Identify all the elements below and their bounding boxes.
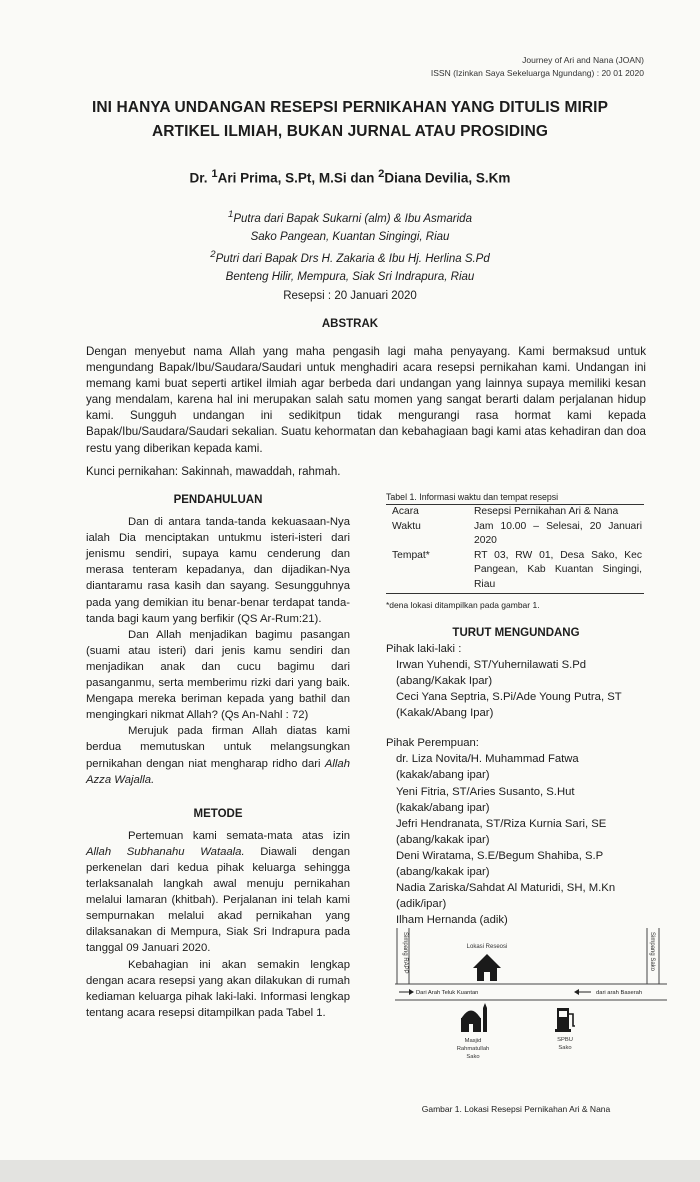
list-item: Ceci Yana Septria, S.Pi/Ade Young Putra, ST: [396, 691, 622, 704]
title-line: INI HANYA UNDANGAN RESEPSI PERNIKAHAN YANG DITULIS MIRIP: [91, 99, 609, 116]
house-icon: [473, 954, 501, 981]
table-row: Tempat* RT 03, RW 01, Desa Sako, Kec Pangean, Kab Kuantan Singingi, Riau: [392, 549, 642, 590]
abstract-title: ABSTRAK: [321, 318, 379, 330]
list-item: Nadia Zariska/Sahdat Al Maturidi, SH, M.Kn: [396, 882, 616, 895]
journal-header: [431, 54, 644, 80]
affiliations: [60, 206, 640, 286]
list-item: (abang/Kakak Ipar): [396, 674, 493, 687]
affiliation-line: $^2$Putri dari Bapak Drs H. Zakaria & Ibu Hj. Herlina S.Pd: [210, 248, 490, 265]
paragraph: Dan Allah menjadikan bagimu pasangan (suami atau isteri) dari jenis kamu sendiri dan menjadikan anak dan cucu bagimu dari pasanganmu, serta memberimu rizki dari yang baik. Mengapa mereka beriman kepada yang bathil dan mengingkari nikmat Allah? (Qs An-Nahl : 72): [86, 628, 350, 722]
list-item: (abang/kakak ipar): [396, 865, 490, 878]
right-column: [386, 492, 646, 928]
section-title-metode: METODE: [193, 807, 243, 820]
section-title-turut-mengundang: TURUT MENGUNDANG: [452, 626, 580, 639]
spbu-label-line: Sako: [558, 1045, 572, 1051]
title-line: ARTIKEL ILMIAH, BUKAN JURNAL ATAU PROSIDING: [151, 123, 549, 140]
affiliation-line: Benteng Hilir, Mempura, Siak Sri Indrapura, Riau: [225, 270, 475, 283]
section-title-pendahuluan: PENDAHULUAN: [173, 494, 263, 506]
simpang-sako-label: Simpang Sako: [649, 932, 655, 972]
table-row: Waktu Jam 10.00 – Selesai, 20 Januari 2020: [392, 520, 642, 547]
mosque-label-line: Sako: [466, 1054, 480, 1060]
arrow-right-icon: [399, 989, 414, 995]
paragraph: Kebahagian ini akan semakin lengkap dengan acara resepsi yang akan dilakukan di rumah kediaman keluarga pihak laki-laki. Informasi lengkap tentang acara resepsi ditampilkan pada Tabel 1.: [86, 958, 350, 1019]
table-caption: Tabel 1. Informasi waktu dan tempat resepsi: [386, 492, 559, 502]
author-2: Diana Devilia, S.Km: [384, 170, 511, 186]
keywords: Kunci pernikahan: Sakinnah, mawaddah, rahmah.: [86, 466, 341, 478]
guest-list-female: [386, 751, 646, 928]
list-item: (Kakak/Abang Ipar): [396, 707, 494, 720]
list-item: Yeni Fitria, ST/Aries Susanto, S.Hut: [396, 785, 575, 798]
paper-title: [60, 96, 640, 144]
list-item: (abang/kakak ipar): [396, 833, 490, 846]
list-item: (kakak/abang ipar): [396, 801, 490, 814]
bottom-band: [0, 1160, 700, 1182]
info-table: [386, 504, 644, 594]
group-label-male: Pihak laki-laki :: [386, 642, 462, 655]
list-item: Ilham Hernanda (adik): [396, 914, 508, 927]
location-label: Lokasi Reseosi: [466, 944, 508, 950]
journal-name: Journey of Ari and Nana (JOAN): [522, 55, 644, 65]
author-1: Ari Prima, S.Pt, M.Si dan: [217, 170, 379, 186]
list-item: dr. Liza Novita/H. Muhammad Fatwa: [396, 753, 579, 766]
table-note: *dena lokasi ditampilkan pada gambar 1.: [386, 599, 540, 610]
reception-date: Resepsi : 20 Januari 2020: [283, 290, 417, 302]
mosque-icon: [461, 1003, 487, 1032]
list-item: Deni Wiratama, S.E/Begum Shahiba, S.P: [396, 849, 604, 862]
paragraph: Dan di antara tanda-tanda kekuasaan-Nya ialah Dia menciptakan untukmu isteri-isteri dari jenismu sendiri, supaya kamu cenderung dan merasa tenteram kepadanya, dan dijadikan-Nya diantaramu rasa kasih dan sayang. Sesungguhnya pada yang demikian itu benar-benar terdapat tanda-tanda bagi kaum yang berfikir (QS Ar-Rum:21).: [86, 516, 350, 625]
guest-list-male: [386, 657, 646, 721]
authors: Dr. $^1$Ari Prima, S.Pt, M.Si dan $^2$Diana Devilia, S.Km: [189, 168, 511, 186]
affiliation-line: Sako Pangean, Kuantan Singingi, Riau: [250, 230, 450, 243]
location-map: [395, 928, 667, 1090]
spbu-label-line: SPBU: [557, 1037, 573, 1043]
affiliation-line: $^1$Putra dari Bapak Sukarni (alm) & Ibu Asmarida: [228, 209, 472, 225]
left-column: [86, 492, 350, 1021]
mosque-label-line: Rahmatullah: [456, 1046, 490, 1052]
figure-caption: Gambar 1. Lokasi Resepsi Pernikahan Ari & Nana: [421, 1104, 611, 1114]
road-label-left: Dari Arah Teluk Kuantan: [416, 990, 479, 996]
gas-station-icon: [555, 1008, 575, 1032]
road-label-right: dari arah Baserah: [596, 990, 643, 996]
group-label-female: Pihak Perempuan:: [386, 737, 479, 750]
list-item: Irwan Yuhendi, ST/Yuhernilawati S.Pd: [396, 658, 587, 671]
paragraph: Merujuk pada firman Allah diatas kami berdua memutuskan untuk melangsungkan pernikahan dengan niat mengharap ridho dari Allah Azza Wajalla.: [86, 725, 350, 786]
abstract-text: Dengan menyebut nama Allah yang maha pengasih lagi maha penyayang. Kami bermaksud untuk mengundang Bapak/Ibu/Saudara/Saudari untuk menghadiri acara resepsi pernikahan kami. Undangan ini memang kami buat seperti artikel ilmiah agar berbeda dari undangan yang lainnya supaya memiliki kesan yang mendalam, karena hal ini merupakan salah satu momen yang sangat berarti dalam perjalanan hidup kami. Sungguh undangan ini sedikitpun tidak mengurangi rasa hormat kami kepada Bapak/Ibu/Saudara/Saudari sekalian. Suatu kehormatan dan kebahagiaan bagi kami atas kehadiran dan doa restu yang diberikan kepada kami.: [86, 345, 646, 455]
paragraph: Pertemuan kami semata-mata atas izin Allah Subhanahu Wataala. Diawali dengan perkenelan dari kedua pihak keluarga sehingga terlaksanalah langkah awal menuju pernikahan melalui lamaran (khitbah). Perjalanan ini telah kami sempurnakan melalui akad pernikahan yang dilaksanakan di Mempura, Siak Sri Indrapura pada tanggal 09 Januari 2020.: [86, 829, 350, 955]
list-item: (adik/ipar): [396, 898, 447, 911]
mosque-label-line: Masjid: [464, 1038, 482, 1044]
list-item: Jefri Hendranata, ST/Riza Kurnia Sari, SE: [396, 817, 607, 830]
table-row: Acara Resepsi Pernikahan Ari & Nana: [392, 506, 619, 517]
arrow-left-icon: [574, 989, 591, 995]
simpang-rapp-label: Simpang RAPP: [402, 932, 408, 974]
journal-issn: ISSN (Izinkan Saya Sekeluarga Ngundang) : 20 01 2020: [430, 68, 644, 78]
list-item: (kakak/abang ipar): [396, 769, 490, 782]
